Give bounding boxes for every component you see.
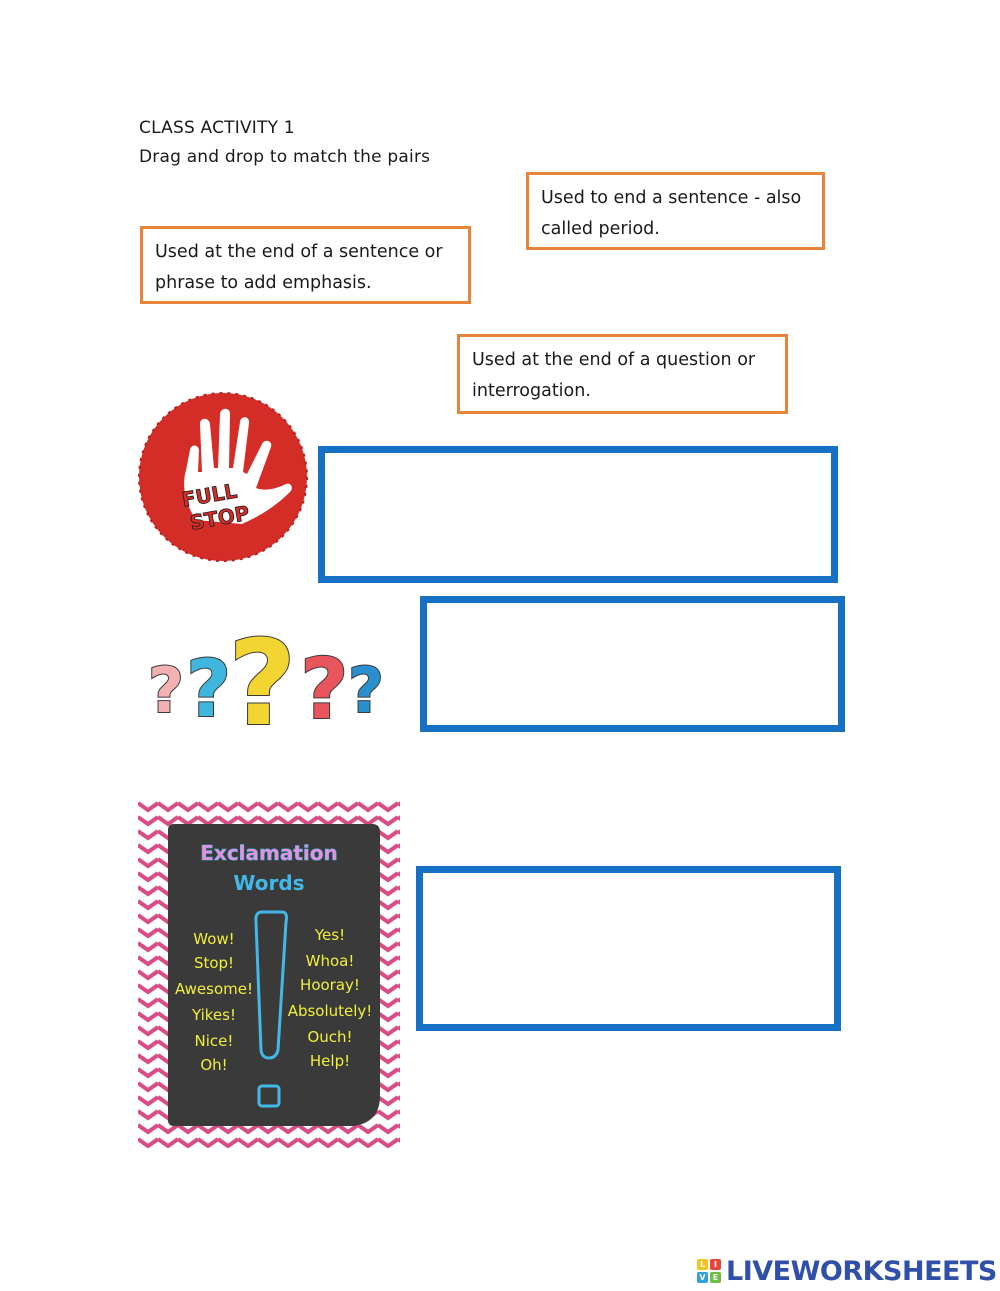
svg-text:Help!: Help! [309, 1052, 351, 1070]
answer-card-text-line: interrogation. [472, 381, 591, 401]
answer-card-text-line: Used at the end of a sentence or [155, 242, 443, 262]
svg-text:Oh!: Oh! [200, 1056, 228, 1074]
svg-text:Stop!: Stop! [193, 954, 235, 972]
logo-text: LIVEWORKSHEETS [726, 1255, 997, 1287]
answer-card-text-line: called period. [541, 219, 660, 239]
svg-text:?: ? [186, 645, 232, 734]
full-stop-image [138, 392, 308, 562]
liveworksheets-logo [697, 1254, 997, 1288]
activity-instruction: Drag and drop to match the pairs [139, 147, 431, 167]
svg-text:?: ? [348, 654, 384, 727]
answer-card-question[interactable] [457, 334, 788, 414]
svg-text:Ouch!: Ouch! [307, 1028, 353, 1046]
svg-text:Yikes!: Yikes! [191, 1006, 237, 1024]
drop-zone-exclamation[interactable] [416, 866, 841, 1031]
svg-text:Yes!: Yes! [314, 926, 346, 944]
svg-text:Nice!: Nice! [194, 1032, 234, 1050]
svg-text:Absolutely!: Absolutely! [287, 1002, 373, 1020]
answer-card-text-line: Used at the end of a question or [472, 350, 756, 370]
question-marks-image [146, 612, 390, 734]
svg-text:?: ? [148, 654, 184, 727]
answer-card-text-line: Used to end a sentence - also [541, 188, 802, 208]
exclamation-words-image [138, 800, 400, 1148]
svg-text:Whoa!: Whoa! [305, 952, 355, 970]
answer-card-emphasis[interactable] [140, 226, 471, 304]
full-stop-word: FULL [180, 478, 239, 512]
full-stop-word: STOP [188, 500, 252, 535]
answer-card-period[interactable] [526, 172, 825, 250]
svg-text:Wow!: Wow! [193, 930, 235, 948]
svg-text:Exclamation: Exclamation [200, 841, 338, 865]
svg-text:Awesome!: Awesome! [175, 980, 253, 998]
answer-card-text-line: phrase to add emphasis. [155, 273, 372, 293]
svg-text:?: ? [228, 614, 297, 734]
drop-zone-full-stop[interactable] [318, 446, 838, 583]
logo-letters-icon: L I V E [697, 1259, 721, 1283]
svg-text:Hooray!: Hooray! [300, 976, 360, 994]
question-marks-icon [146, 612, 390, 734]
stop-hand-icon [138, 392, 308, 562]
svg-text:Words: Words [233, 871, 305, 895]
exclamation-poster-icon [138, 800, 400, 1148]
svg-text:?: ? [300, 640, 349, 734]
drop-zone-question-mark[interactable] [420, 596, 845, 732]
activity-title: CLASS ACTIVITY 1 [139, 118, 295, 138]
